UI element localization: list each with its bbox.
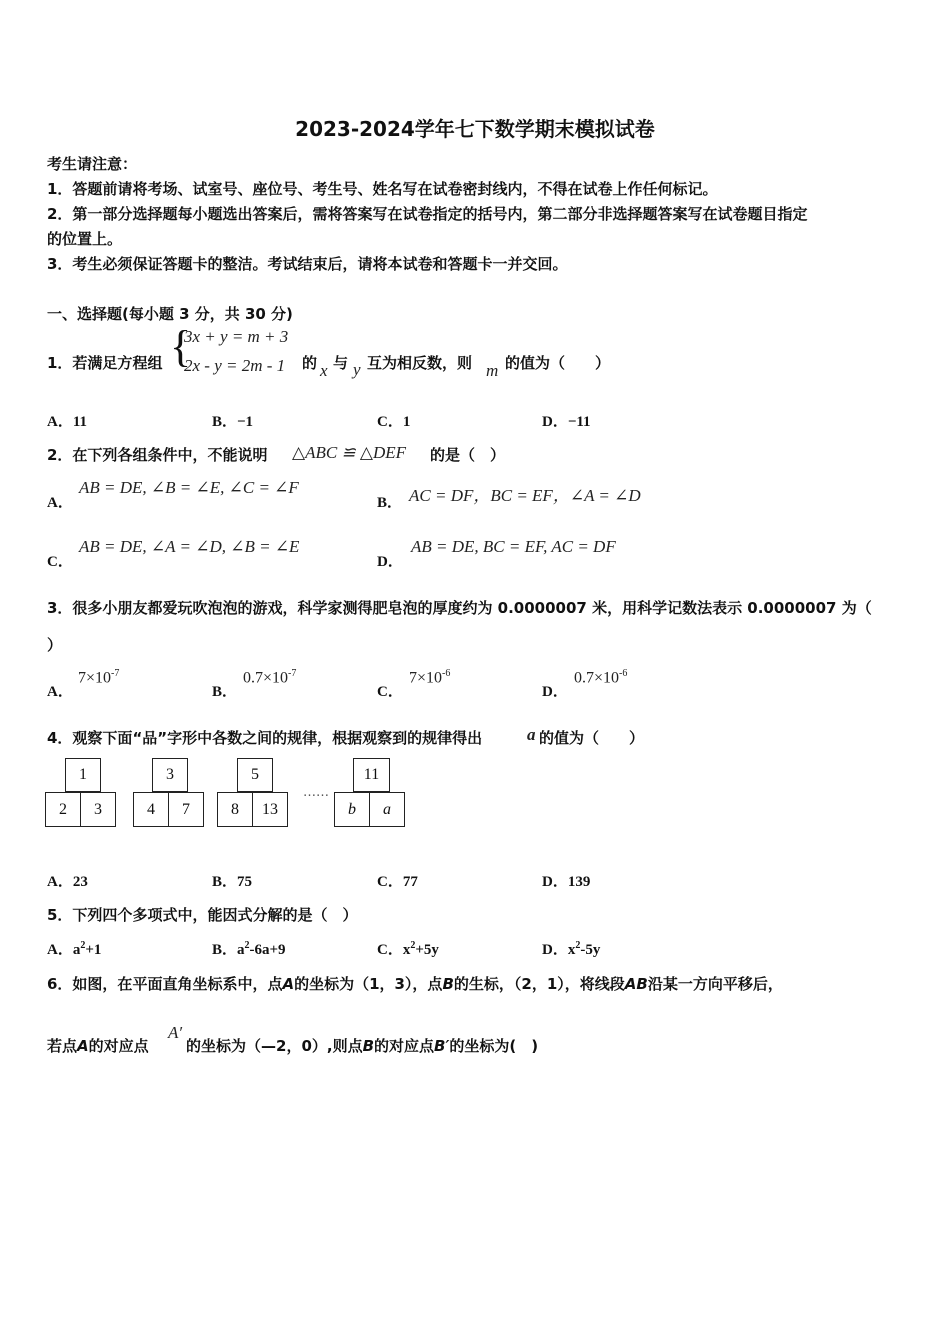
notice-item-1: 1．答题前请将考场、试室号、座位号、考生号、姓名写在试卷密封线内，不得在试卷上作任何标记。 — [47, 180, 718, 198]
notice-item-3: 3．考生必须保证答题卡的整洁。考试结束后，请将本试卷和答题卡一并交回。 — [47, 255, 568, 273]
q4-var-a: a — [527, 725, 536, 744]
q5-b-rest: -6a+9 — [249, 942, 286, 958]
q5-d-var: x — [567, 942, 576, 958]
q4-ellipsis: …… — [303, 785, 329, 800]
q2-option-d[interactable]: AB = DE, BC = EF, AC = DF — [411, 537, 616, 556]
q5-option-c[interactable] — [377, 938, 439, 959]
q6-l2a: 若点 — [47, 1037, 78, 1055]
q4-group1-right: 3 — [80, 792, 116, 827]
q3-d-base: 0.7×10 — [574, 669, 620, 687]
q6-point-a-2: A — [77, 1037, 89, 1055]
q2-label-c: C． — [47, 554, 73, 570]
q6-point-b: B — [442, 975, 454, 993]
q5-c-label: C． — [377, 942, 403, 958]
q1-var-x: x — [320, 361, 328, 380]
q1-var-m: m — [486, 361, 499, 380]
q4-group4-top: 11 — [353, 758, 390, 792]
q5-option-b[interactable] — [212, 938, 286, 959]
q4-group4-right: a — [369, 792, 405, 827]
q1-eq2: 2x - y = 2m - 1 — [184, 356, 286, 375]
q1-option-d[interactable]: D．−11 — [542, 414, 591, 430]
q1-option-c[interactable]: C．1 — [377, 414, 411, 430]
q6-point-a: A — [282, 975, 295, 993]
q4-option-a[interactable]: A．23 — [47, 874, 88, 890]
q4-group3-right: 13 — [252, 792, 288, 827]
q5-d-label: D． — [542, 942, 568, 958]
q2-option-c[interactable]: AB = DE, ∠A = ∠D, ∠B = ∠E — [79, 537, 300, 556]
q3-stem-cont: ） — [47, 636, 63, 654]
q6-l2e: 的坐标为( ) — [449, 1037, 539, 1055]
q3-option-b[interactable] — [243, 668, 296, 687]
q3-label-a: A． — [47, 684, 73, 700]
q1-eq1: 3x + y = m + 3 — [184, 327, 289, 346]
q3-c-base: 7×10 — [409, 669, 443, 687]
q3-label-b: B． — [212, 684, 238, 700]
q3-label-d: D． — [542, 684, 568, 700]
q6-l1b: 的坐标为（1，3），点 — [294, 975, 443, 993]
q4-group3-left: 8 — [217, 792, 253, 827]
q1-var-y: y — [353, 360, 361, 379]
q3-d-exp: -6 — [619, 668, 628, 679]
q3-stem: 3．很多小朋友都爱玩吹泡泡的游戏，科学家测得肥皂泡的厚度约为 0.0000007 米，用科学记数法表示 0.0000007 为（ — [47, 599, 872, 617]
q3-option-c[interactable] — [409, 668, 450, 687]
q1-t2: 与 — [333, 354, 349, 372]
q2-relation: △ABC ≌ △DEF — [292, 443, 407, 462]
q5-a-label: A． — [47, 942, 73, 958]
q2-prefix: 2．在下列各组条件中，不能说明 — [47, 446, 268, 464]
q2-label-b: B． — [377, 495, 403, 511]
notice-item-2: 2．第一部分选择题每小题选出答案后，需将答案写在试卷指定的括号内，第二部分非选择题答案写在试卷题目指定 — [47, 205, 808, 223]
q5-a-exp: 2 — [80, 940, 86, 951]
q3-a-base: 7×10 — [78, 669, 112, 687]
notice-item-2-cont: 的位置上。 — [47, 230, 123, 248]
q4-option-d[interactable]: D．139 — [542, 874, 591, 890]
q4-suffix: 的值为（ ） — [539, 729, 645, 747]
q5-stem: 5．下列四个多项式中，能因式分解的是（ ） — [47, 906, 358, 924]
q3-option-d[interactable] — [574, 668, 627, 687]
q1-option-a[interactable]: A．11 — [47, 414, 88, 430]
q5-b-label: B． — [212, 942, 238, 958]
q5-c-var: x — [402, 942, 411, 958]
q4-group1-top: 1 — [65, 758, 101, 792]
q6-a-prime: A′ — [168, 1023, 183, 1042]
q5-a-rest: +1 — [85, 942, 102, 958]
q6-l2b: 的对应点 — [88, 1037, 149, 1055]
q5-d-exp: 2 — [575, 940, 581, 951]
section-heading: 一、选择题(每小题 3 分，共 30 分) — [47, 305, 293, 323]
q1-option-b[interactable]: B．−1 — [212, 414, 254, 430]
q4-option-b[interactable]: B．75 — [212, 874, 253, 890]
q4-group1-left: 2 — [45, 792, 81, 827]
q1-t1: 的 — [302, 354, 318, 372]
page-title: 2023-2024学年七下数学期末模拟试卷 — [295, 117, 655, 141]
q4-group2-top: 3 — [152, 758, 188, 792]
q3-b-exp: -7 — [288, 668, 297, 679]
q5-c-rest: +5y — [415, 942, 439, 958]
q5-option-a[interactable] — [47, 938, 101, 959]
q4-group2-left: 4 — [133, 792, 169, 827]
q6-l1c: 的生标，（2，1），将线段 — [453, 975, 625, 993]
q6-point-b-2: B — [362, 1037, 375, 1055]
q4-group3-top: 5 — [237, 758, 273, 792]
q3-b-base: 0.7×10 — [243, 669, 289, 687]
q2-option-a[interactable]: AB = DE, ∠B = ∠E, ∠C = ∠F — [79, 478, 299, 497]
q6-l1d: 沿某一方向平移后， — [647, 975, 783, 993]
q6-line1 — [47, 973, 783, 994]
q6-line2-part1 — [47, 1035, 149, 1056]
notice-heading: 考生请注意： — [47, 155, 138, 173]
q6-l1a: 6．如图，在平面直角坐标系中，点 — [47, 975, 283, 993]
q6-segment-ab: AB — [624, 975, 648, 993]
q2-option-b[interactable]: AC = DF，BC = EF，∠A = ∠D — [409, 486, 641, 505]
q2-suffix: 的是（ ） — [430, 446, 506, 464]
q4-group4-left: b — [334, 792, 370, 827]
q6-line2-part2 — [186, 1035, 538, 1056]
q3-label-c: C． — [377, 684, 403, 700]
q1-t4: 的值为（ ） — [505, 354, 611, 372]
q5-b-var: a — [237, 942, 245, 958]
q6-l2c: 的坐标为（—2，0）,则点 — [186, 1037, 363, 1055]
q5-option-d[interactable] — [542, 938, 600, 959]
q6-b-prime: B′ — [434, 1037, 450, 1055]
q3-option-a[interactable] — [78, 668, 119, 687]
q2-label-a: A． — [47, 495, 73, 511]
q1-t3: 互为相反数，则 — [367, 354, 473, 372]
q5-d-rest: -5y — [580, 942, 601, 958]
q4-prefix: 4．观察下面“品”字形中各数之间的规律，根据观察到的规律得出 — [47, 729, 483, 747]
q3-a-exp: -7 — [111, 668, 120, 679]
q2-label-d: D． — [377, 554, 403, 570]
q5-b-exp: 2 — [244, 940, 250, 951]
q6-l2d: 的对应点 — [374, 1037, 435, 1055]
q1-brace: { — [170, 322, 192, 371]
q4-group2-right: 7 — [168, 792, 204, 827]
q1-prefix: 1．若满足方程组 — [47, 354, 163, 372]
q3-c-exp: -6 — [442, 668, 451, 679]
q5-a-var: a — [72, 942, 81, 958]
q5-c-exp: 2 — [410, 940, 416, 951]
q4-option-c[interactable]: C．77 — [377, 874, 418, 890]
